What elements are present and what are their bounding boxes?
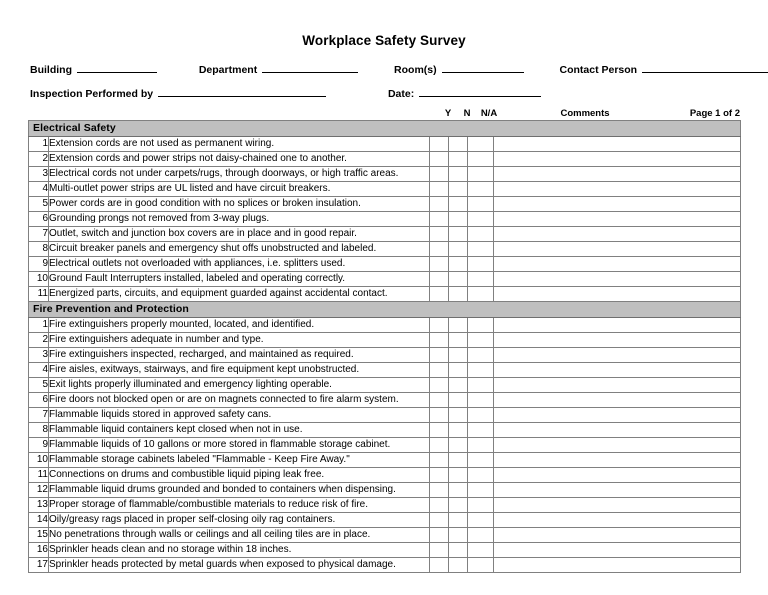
comments-cell[interactable] [494,363,741,378]
row-number: 10 [29,272,49,287]
comments-cell[interactable] [494,212,741,227]
checkbox-yes[interactable] [430,438,449,453]
row-item-text: Power cords are in good condition with no splices or broken insulation. [49,197,430,212]
comments-cell[interactable] [494,152,741,167]
column-header-na: N/A [480,108,498,119]
checkbox-no[interactable] [449,513,468,528]
section-title: Fire Prevention and Protection [29,302,741,318]
table-row [29,167,741,182]
row-item-text: Outlet, switch and junction box covers are in place and in good repair. [49,227,430,242]
table-row [29,212,741,227]
row-item-text: Electrical cords not under carpets/rugs, through doorways, or high traffic areas. [49,167,430,182]
checkbox-no[interactable] [449,363,468,378]
checkbox-yes[interactable] [430,468,449,483]
section-title: Electrical Safety [29,121,741,137]
column-header-yes: Y [444,108,452,119]
checkbox-no[interactable] [449,318,468,333]
row-item-text: Fire extinguishers adequate in number and type. [49,333,430,348]
row-number: 3 [29,167,49,182]
row-item-text: Flammable liquids of 10 gallons or more stored in flammable storage cabinet. [49,438,430,453]
row-number: 16 [29,543,49,558]
comments-cell[interactable] [494,227,741,242]
page-number-label: Page 1 of 2 [689,108,740,119]
table-row [29,257,741,272]
row-number: 7 [29,408,49,423]
checkbox-no[interactable] [449,558,468,573]
table-row [29,197,741,212]
field-building-input[interactable] [77,62,157,73]
comments-cell[interactable] [494,318,741,333]
table-row [29,363,741,378]
comments-cell[interactable] [494,137,741,152]
table-row [29,423,741,438]
table-row [29,287,741,302]
row-item-text: Oily/greasy rags placed in proper self-closing oily rag containers. [49,513,430,528]
comments-cell[interactable] [494,558,741,573]
table-row [29,528,741,543]
comments-cell[interactable] [494,272,741,287]
row-number: 1 [29,137,49,152]
comments-cell[interactable] [494,438,741,453]
table-row [29,498,741,513]
page-title: Workplace Safety Survey [302,33,466,48]
row-number: 1 [29,318,49,333]
field-date-input[interactable] [419,86,541,97]
checkbox-yes[interactable] [430,393,449,408]
checkbox-yes[interactable] [430,318,449,333]
checkbox-no[interactable] [449,453,468,468]
table-row [29,152,741,167]
checkbox-na[interactable] [468,393,494,408]
section-header-row [29,302,741,318]
checkbox-na[interactable] [468,453,494,468]
row-number: 2 [29,152,49,167]
checkbox-no[interactable] [449,483,468,498]
checkbox-yes[interactable] [430,333,449,348]
field-inspection-performed-by-label: Inspection Performed by [30,88,154,100]
table-row [29,318,741,333]
checkbox-na[interactable] [468,152,494,167]
checkbox-yes[interactable] [430,167,449,182]
checkbox-no[interactable] [449,197,468,212]
checkbox-na[interactable] [468,318,494,333]
checkbox-yes[interactable] [430,212,449,227]
row-item-text: Proper storage of flammable/combustible materials to reduce risk of fire. [49,498,430,513]
comments-cell[interactable] [494,167,741,182]
table-row [29,558,741,573]
field-inspection-performed-by [30,86,326,100]
row-item-text: Extension cords are not used as permanent wiring. [49,137,430,152]
field-contact-person [559,62,768,76]
checkbox-na[interactable] [468,212,494,227]
checkbox-yes[interactable] [430,152,449,167]
checkbox-na[interactable] [468,558,494,573]
checkbox-no[interactable] [449,378,468,393]
row-number: 8 [29,423,49,438]
row-item-text: Ground Fault Interrupters installed, labeled and operating correctly. [49,272,430,287]
row-number: 15 [29,528,49,543]
table-row [29,227,741,242]
checkbox-no[interactable] [449,468,468,483]
comments-cell[interactable] [494,498,741,513]
checkbox-na[interactable] [468,227,494,242]
row-item-text: Flammable liquid containers kept closed when not in use. [49,423,430,438]
row-item-text: No penetrations through walls or ceilings and all ceiling tiles are in place. [49,528,430,543]
checkbox-yes[interactable] [430,242,449,257]
row-number: 5 [29,378,49,393]
row-item-text: Energized parts, circuits, and equipment guarded against accidental contact. [49,287,430,302]
field-building-label: Building [30,64,72,76]
checkbox-no[interactable] [449,257,468,272]
row-item-text: Exit lights properly illuminated and emergency lighting operable. [49,378,430,393]
checkbox-na[interactable] [468,468,494,483]
checkbox-no[interactable] [449,438,468,453]
row-number: 13 [29,498,49,513]
checkbox-yes[interactable] [430,528,449,543]
row-number: 12 [29,483,49,498]
comments-cell[interactable] [494,242,741,257]
checkbox-no[interactable] [449,348,468,363]
survey-checklist-table [28,120,741,573]
checkbox-na[interactable] [468,408,494,423]
row-item-text: Circuit breaker panels and emergency shut offs unobstructed and labeled. [49,242,430,257]
row-number: 6 [29,393,49,408]
row-item-text: Flammable storage cabinets labeled "Flammable - Keep Fire Away." [49,453,430,468]
comments-cell[interactable] [494,468,741,483]
field-department-label: Department [198,64,258,76]
checkbox-na[interactable] [468,137,494,152]
checkbox-yes[interactable] [430,257,449,272]
field-contact-person-label: Contact Person [559,64,638,76]
checkbox-yes[interactable] [430,197,449,212]
row-number: 2 [29,333,49,348]
row-number: 4 [29,182,49,197]
comments-cell[interactable] [494,348,741,363]
checkbox-na[interactable] [468,378,494,393]
comments-cell[interactable] [494,423,741,438]
comments-cell[interactable] [494,543,741,558]
column-header-no: N [463,108,471,119]
row-number: 7 [29,227,49,242]
row-item-text: Fire extinguishers properly mounted, located, and identified. [49,318,430,333]
section-header-row [29,121,741,137]
field-rooms-label: Room(s) [394,64,437,76]
checkbox-yes[interactable] [430,378,449,393]
checkbox-na[interactable] [468,423,494,438]
checkbox-na[interactable] [468,287,494,302]
checkbox-na[interactable] [468,257,494,272]
checkbox-yes[interactable] [430,182,449,197]
checkbox-na[interactable] [468,242,494,257]
field-date-label: Date: [387,88,415,100]
field-rooms-input[interactable] [442,62,524,73]
row-item-text: Extension cords and power strips not daisy-chained one to another. [49,152,430,167]
form-header-row-2 [30,86,541,100]
table-row [29,453,741,468]
comments-cell[interactable] [494,257,741,272]
row-item-text: Connections on drums and combustible liquid piping leak free. [49,468,430,483]
row-number: 5 [29,197,49,212]
checkbox-na[interactable] [468,483,494,498]
checkbox-yes[interactable] [430,483,449,498]
field-rooms [394,62,524,76]
checkbox-yes[interactable] [430,498,449,513]
table-row [29,513,741,528]
checkbox-yes[interactable] [430,558,449,573]
row-item-text: Sprinkler heads clean and no storage within 18 inches. [49,543,430,558]
checkbox-no[interactable] [449,408,468,423]
comments-cell[interactable] [494,513,741,528]
row-item-text: Flammable liquids stored in approved safety cans. [49,408,430,423]
checkbox-yes[interactable] [430,513,449,528]
checkbox-no[interactable] [449,498,468,513]
comments-cell[interactable] [494,333,741,348]
comments-cell[interactable] [494,483,741,498]
comments-cell[interactable] [494,287,741,302]
table-row [29,393,741,408]
checkbox-no[interactable] [449,137,468,152]
checkbox-na[interactable] [468,272,494,287]
checkbox-no[interactable] [449,423,468,438]
checkbox-yes[interactable] [430,272,449,287]
checkbox-na[interactable] [468,543,494,558]
field-department-input[interactable] [262,62,358,73]
table-row [29,137,741,152]
checkbox-no[interactable] [449,393,468,408]
checkbox-yes[interactable] [430,137,449,152]
checkbox-no[interactable] [449,212,468,227]
checkbox-no[interactable] [449,287,468,302]
checkbox-na[interactable] [468,182,494,197]
comments-cell[interactable] [494,528,741,543]
table-row [29,182,741,197]
row-item-text: Sprinkler heads protected by metal guards when exposed to physical damage. [49,558,430,573]
checkbox-no[interactable] [449,333,468,348]
checkbox-no[interactable] [449,227,468,242]
column-header-comments: Comments [560,108,610,119]
row-number: 4 [29,363,49,378]
checkbox-na[interactable] [468,498,494,513]
checkbox-yes[interactable] [430,543,449,558]
row-item-text: Multi-outlet power strips are UL listed and have circuit breakers. [49,182,430,197]
table-row [29,408,741,423]
comments-cell[interactable] [494,182,741,197]
row-number: 9 [29,438,49,453]
checkbox-no[interactable] [449,543,468,558]
row-number: 10 [29,453,49,468]
comments-cell[interactable] [494,453,741,468]
row-item-text: Flammable liquid drums grounded and bonded to containers when dispensing. [49,483,430,498]
checkbox-no[interactable] [449,182,468,197]
checkbox-yes[interactable] [430,287,449,302]
checkbox-na[interactable] [468,363,494,378]
table-row [29,468,741,483]
checkbox-yes[interactable] [430,423,449,438]
checkbox-yes[interactable] [430,348,449,363]
checkbox-yes[interactable] [430,453,449,468]
table-row [29,438,741,453]
comments-cell[interactable] [494,378,741,393]
field-inspection-performed-by-input[interactable] [158,86,326,97]
table-row [29,543,741,558]
table-row [29,378,741,393]
comments-cell[interactable] [494,408,741,423]
row-item-text: Grounding prongs not removed from 3-way plugs. [49,212,430,227]
checkbox-no[interactable] [449,272,468,287]
field-building [30,62,157,76]
table-row [29,348,741,363]
row-number: 8 [29,242,49,257]
table-row [29,272,741,287]
row-number: 9 [29,257,49,272]
row-number: 6 [29,212,49,227]
table-row [29,333,741,348]
checkbox-yes[interactable] [430,408,449,423]
comments-cell[interactable] [494,197,741,212]
checkbox-no[interactable] [449,242,468,257]
checkbox-na[interactable] [468,333,494,348]
checkbox-na[interactable] [468,528,494,543]
comments-cell[interactable] [494,393,741,408]
row-item-text: Fire aisles, exitways, stairways, and fire equipment kept unobstructed. [49,363,430,378]
checkbox-no[interactable] [449,152,468,167]
checkbox-na[interactable] [468,167,494,182]
checkbox-no[interactable] [449,167,468,182]
form-header-row-1 [30,62,768,76]
checkbox-na[interactable] [468,348,494,363]
field-contact-person-input[interactable] [642,62,768,73]
table-row [29,483,741,498]
field-department [199,62,358,76]
checkbox-na[interactable] [468,438,494,453]
table-row [29,242,741,257]
row-item-text: Electrical outlets not overloaded with appliances, i.e. splitters used. [49,257,430,272]
checkbox-no[interactable] [449,528,468,543]
row-number: 17 [29,558,49,573]
field-date [388,86,541,100]
row-item-text: Fire doors not blocked open or are on magnets connected to fire alarm system. [49,393,430,408]
row-number: 11 [29,468,49,483]
row-number: 14 [29,513,49,528]
checkbox-na[interactable] [468,197,494,212]
checkbox-na[interactable] [468,513,494,528]
checkbox-yes[interactable] [430,363,449,378]
row-item-text: Fire extinguishers inspected, recharged, and maintained as required. [49,348,430,363]
row-number: 3 [29,348,49,363]
checkbox-yes[interactable] [430,227,449,242]
row-number: 11 [29,287,49,302]
